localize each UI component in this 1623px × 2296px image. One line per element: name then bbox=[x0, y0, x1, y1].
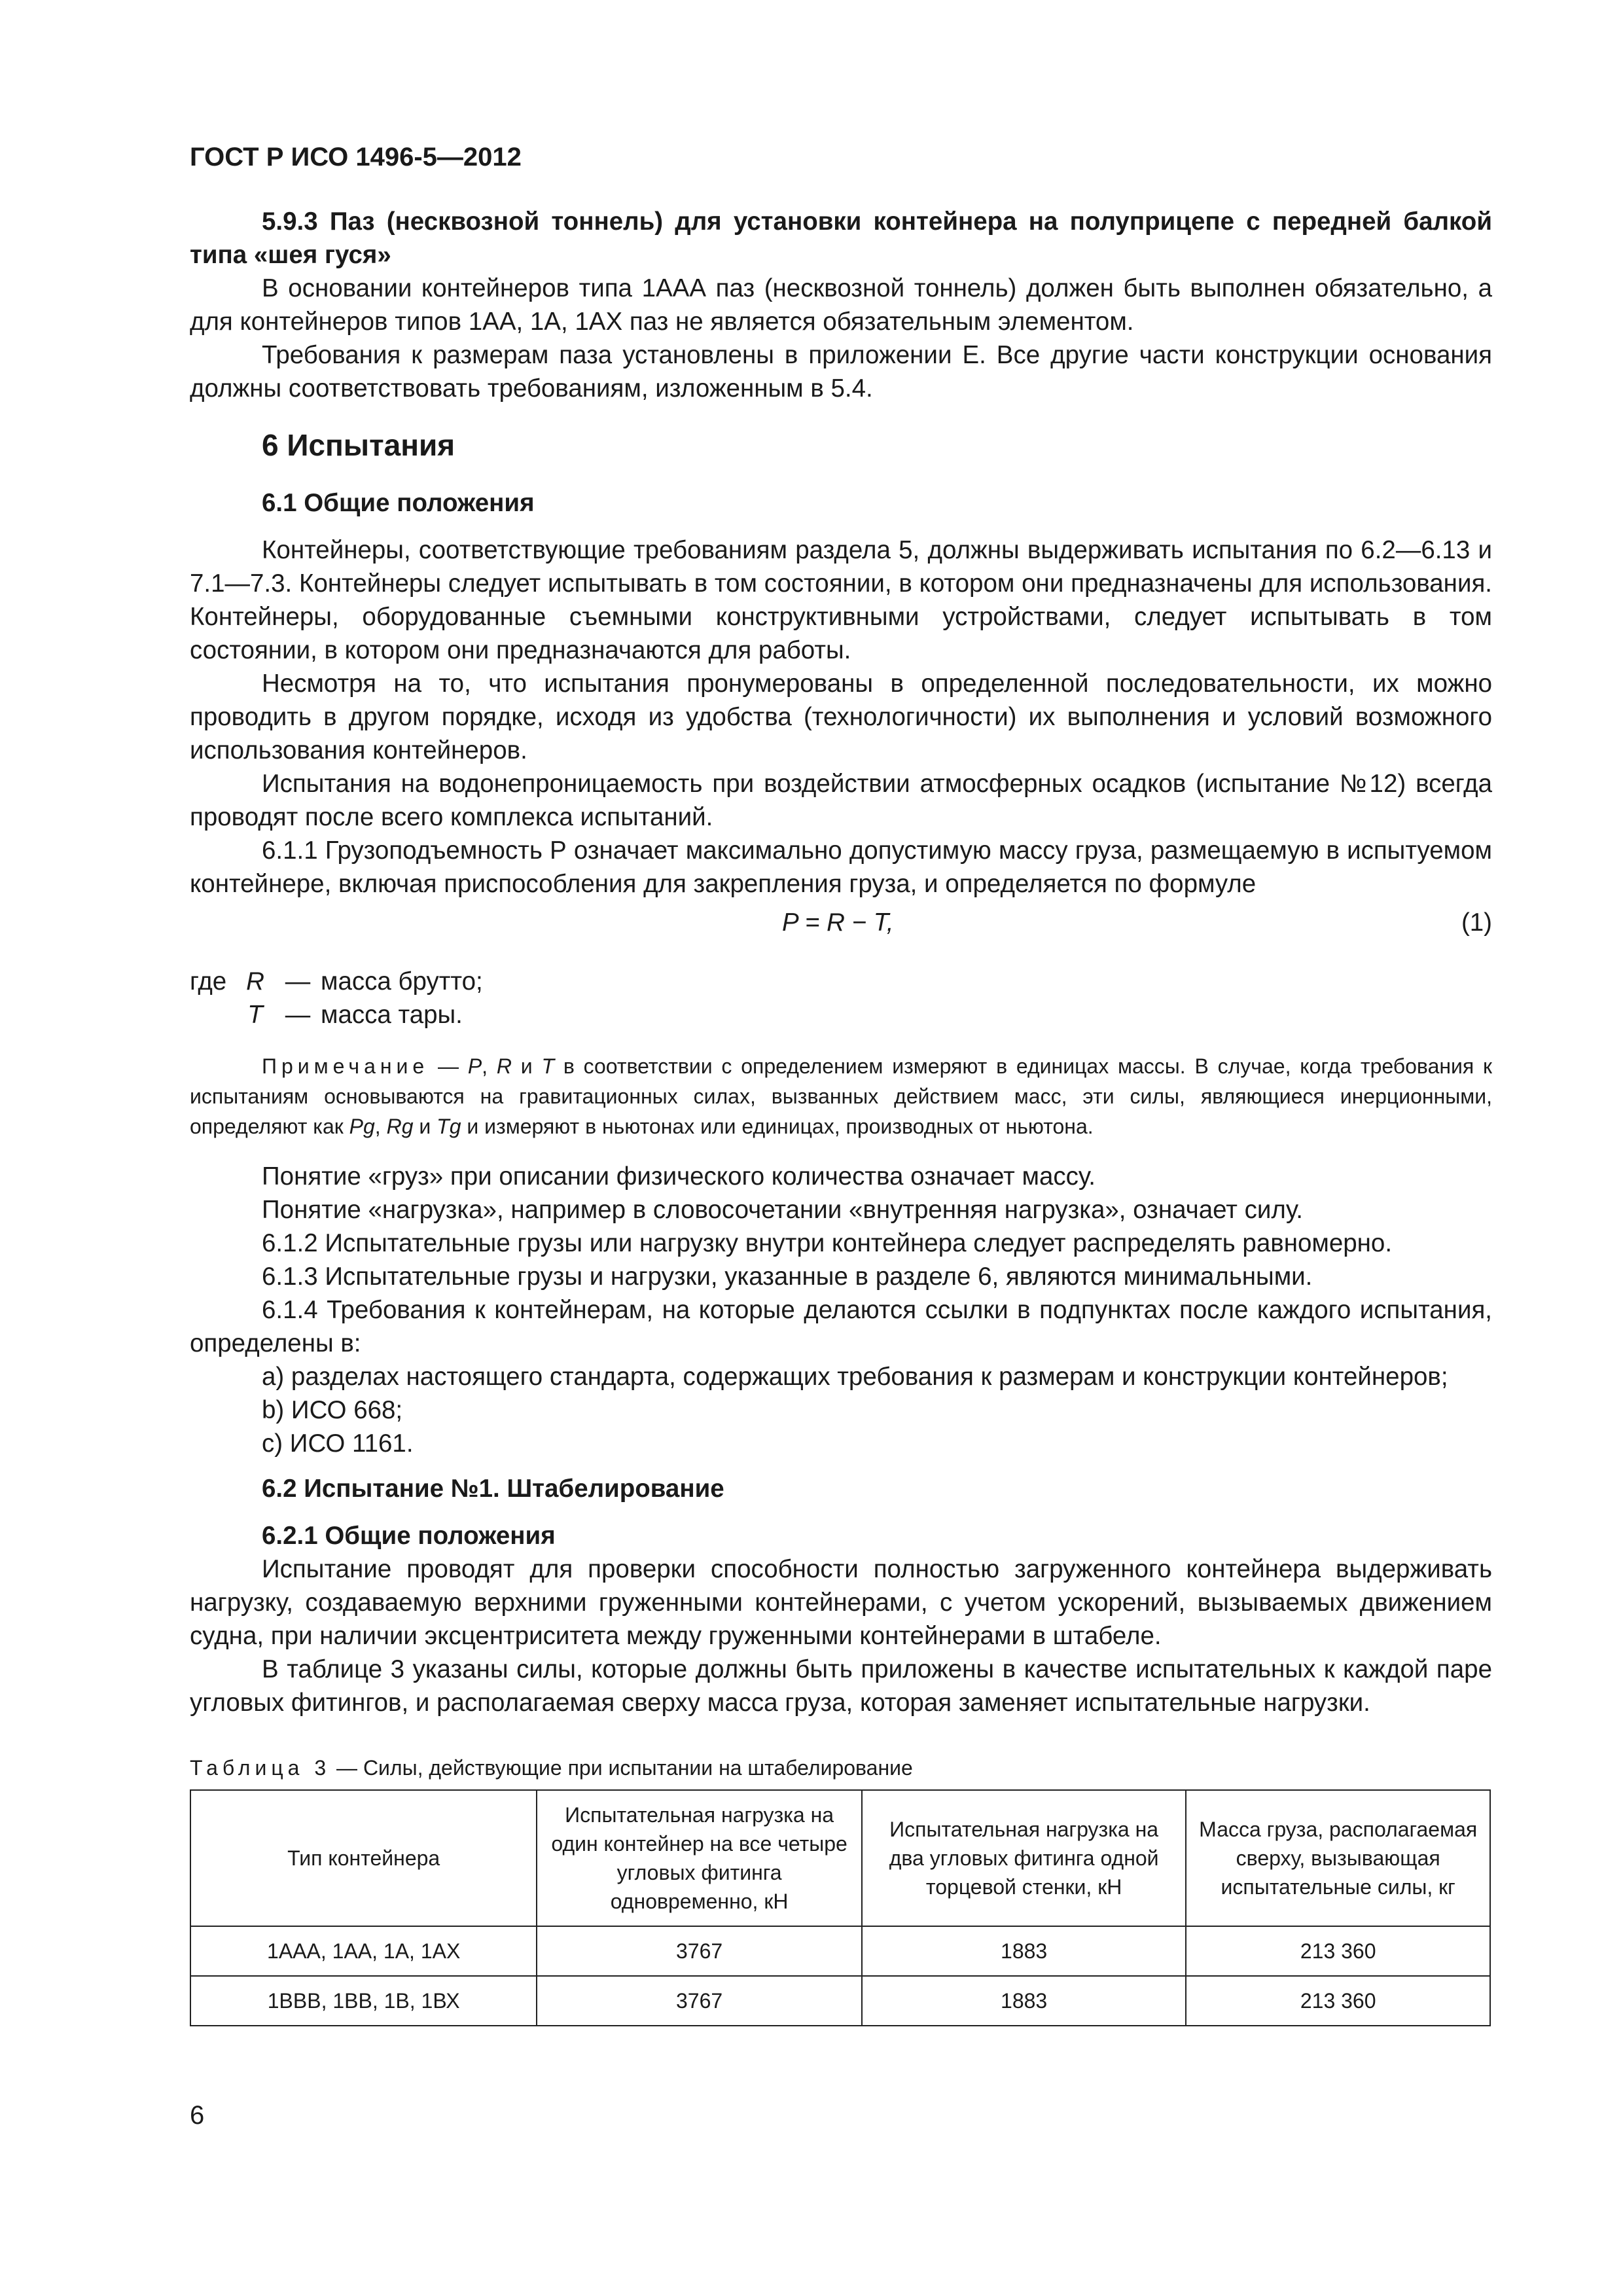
section-61-heading: 6.1 Общие положения bbox=[262, 489, 535, 517]
table-cell: 1883 bbox=[862, 1926, 1186, 1976]
legend-row-t bbox=[190, 998, 1492, 1031]
section-61-paragraph-2: Несмотря на то, что испытания пронумерованы в определенной последовательности, их можно проводить в другом порядке, исходя из удобства (технологичности) их выполнения и условий возможного использования контейнеров. bbox=[190, 670, 1492, 764]
section-593-paragraph-2: Требования к размерам паза установлены в приложении Е. Все другие части конструкции основания должны соответствовать требованиям, изложенным в 5.4. bbox=[190, 341, 1492, 403]
table-3-caption bbox=[190, 1756, 1492, 1780]
section-61-paragraph-1: Контейнеры, соответствующие требованиям раздела 5, должны выдерживать испытания по 6.2—6.13 и 7.1—7.3. Контейнеры следует испытывать в том состоянии, в котором они предназначены для использования. Контейнеры, оборудованные съемными конструктивными устройствами, следует испытывать в том состоянии, в котором они предназначаются для работы. bbox=[190, 536, 1492, 664]
table-3 bbox=[190, 1789, 1491, 2026]
page-content bbox=[190, 143, 1492, 2026]
table-cell: 1ААА, 1АА, 1А, 1АХ bbox=[190, 1926, 537, 1976]
legend-dash: — bbox=[285, 1001, 311, 1029]
section-621-paragraph-1: Испытание проводят для проверки способности полностью загруженного контейнера выдерживать нагрузку, создаваемую верхними груженными контейнерами, с учетом ускорений, вызываемых движением судна, при наличии эксцентриситета между груженными контейнерами в штабеле. bbox=[190, 1555, 1492, 1650]
section-6-heading: 6 Испытания bbox=[262, 428, 455, 462]
after-note-paragraph-1: Понятие «груз» при описании физического количества означает массу. bbox=[262, 1162, 1096, 1191]
section-613-paragraph: 6.1.3 Испытательные грузы и нагрузки, указанные в разделе 6, являются минимальными. bbox=[262, 1263, 1313, 1291]
table-header-row bbox=[190, 1790, 1490, 1926]
document-header: ГОСТ Р ИСО 1496-5—2012 bbox=[190, 143, 522, 171]
section-593-paragraph-1: В основании контейнеров типа 1ААА паз (несквозной тоннель) должен быть выполнен обязательно, а для контейнеров типов 1АА, 1А, 1АХ паз не является обязательным элементом. bbox=[190, 274, 1492, 336]
section-62-heading: 6.2 Испытание №1. Штабелирование bbox=[262, 1475, 724, 1503]
table-header-cell: Масса груза, располагаемая сверху, вызывающая испытательные силы, кг bbox=[1186, 1790, 1490, 1926]
section-611-paragraph: 6.1.1 Грузоподъемность Р означает максимально допустимую массу груза, размещаемую в испытуемом контейнере, включая приспособления для закрепления груза, и определяется по формуле bbox=[190, 836, 1492, 898]
section-621-paragraph-2: В таблице 3 указаны силы, которые должны быть приложены в качестве испытательных к каждой паре угловых фитингов, и располагаемая сверху масса груза, которая заменяет испытательные нагрузки. bbox=[190, 1655, 1492, 1717]
formula-1 bbox=[190, 901, 1492, 953]
table-caption-label: Таблица 3 bbox=[190, 1756, 331, 1780]
table-caption-text: — Силы, действующие при испытании на штабелирование bbox=[330, 1756, 913, 1780]
legend-var-r: R bbox=[246, 967, 264, 996]
list-item-a: a) разделах настоящего стандарта, содержащих требования к размерам и конструкции контейнеров; bbox=[262, 1363, 1448, 1391]
table-header-cell: Испытательная нагрузка на два угловых фитинга одной торцевой стенки, кН bbox=[862, 1790, 1186, 1926]
section-614-paragraph: 6.1.4 Требования к контейнерам, на которые делаются ссылки в подпунктах после каждого испытания, определены в: bbox=[190, 1296, 1492, 1357]
table-header-cell: Тип контейнера bbox=[190, 1790, 537, 1926]
legend-desc-r: масса брутто; bbox=[321, 967, 483, 996]
legend-desc-t: масса тары. bbox=[321, 1001, 463, 1029]
table-cell: 213 360 bbox=[1186, 1926, 1490, 1976]
section-612-paragraph: 6.1.2 Испытательные грузы или нагрузку внутри контейнера следует распределять равномерно. bbox=[262, 1229, 1393, 1257]
formula-number: (1) bbox=[1461, 908, 1492, 937]
formula-legend bbox=[190, 965, 1492, 1031]
page-number: 6 bbox=[190, 2101, 205, 2130]
section-593-title: 5.9.3 Паз (несквозной тоннель) для установки контейнера на полуприцепе с передней балкой типа «шея гуся» bbox=[190, 207, 1492, 269]
after-note-paragraph-2: Понятие «нагрузка», например в словосочетании «внутренняя нагрузка», означает силу. bbox=[262, 1196, 1303, 1224]
section-61-paragraph-3: Испытания на водонепроницаемость при воздействии атмосферных осадков (испытание №12) всегда проводят после всего комплекса испытаний. bbox=[190, 770, 1492, 831]
table-cell: 3767 bbox=[537, 1926, 862, 1976]
table-header-cell: Испытательная нагрузка на один контейнер на все четыре угловых фитинга одновременно, кН bbox=[537, 1790, 862, 1926]
table-cell: 1ВВВ, 1ВВ, 1В, 1ВХ bbox=[190, 1976, 537, 2026]
table-row bbox=[190, 1976, 1490, 2026]
list-item-b: b) ИСО 668; bbox=[262, 1396, 403, 1424]
table-cell: 3767 bbox=[537, 1976, 862, 2026]
list-item-c: c) ИСО 1161. bbox=[262, 1429, 414, 1458]
legend-row-r bbox=[190, 965, 1492, 998]
note-paragraph: Примечание — P, R и T в соответствии с определением измеряют в единицах массы. В случае, когда требования к испытаниям основываются на гравитационных силах, вызванных действием масс, эти силы, являющиеся инерционными, определяют как Pg, Rg и Tg и измеряют в ньютонах или единицах, производных от ньютона. bbox=[190, 1054, 1493, 1138]
section-621-heading: 6.2.1 Общие положения bbox=[262, 1522, 556, 1550]
legend-where-word: где bbox=[190, 967, 227, 996]
formula-expression: P = R − T, bbox=[782, 908, 894, 937]
legend-var-t: T bbox=[247, 1001, 263, 1029]
note-label: Примечание bbox=[262, 1054, 429, 1078]
table-cell: 213 360 bbox=[1186, 1976, 1490, 2026]
table-row bbox=[190, 1926, 1490, 1976]
table-cell: 1883 bbox=[862, 1976, 1186, 2026]
legend-dash: — bbox=[285, 967, 311, 996]
